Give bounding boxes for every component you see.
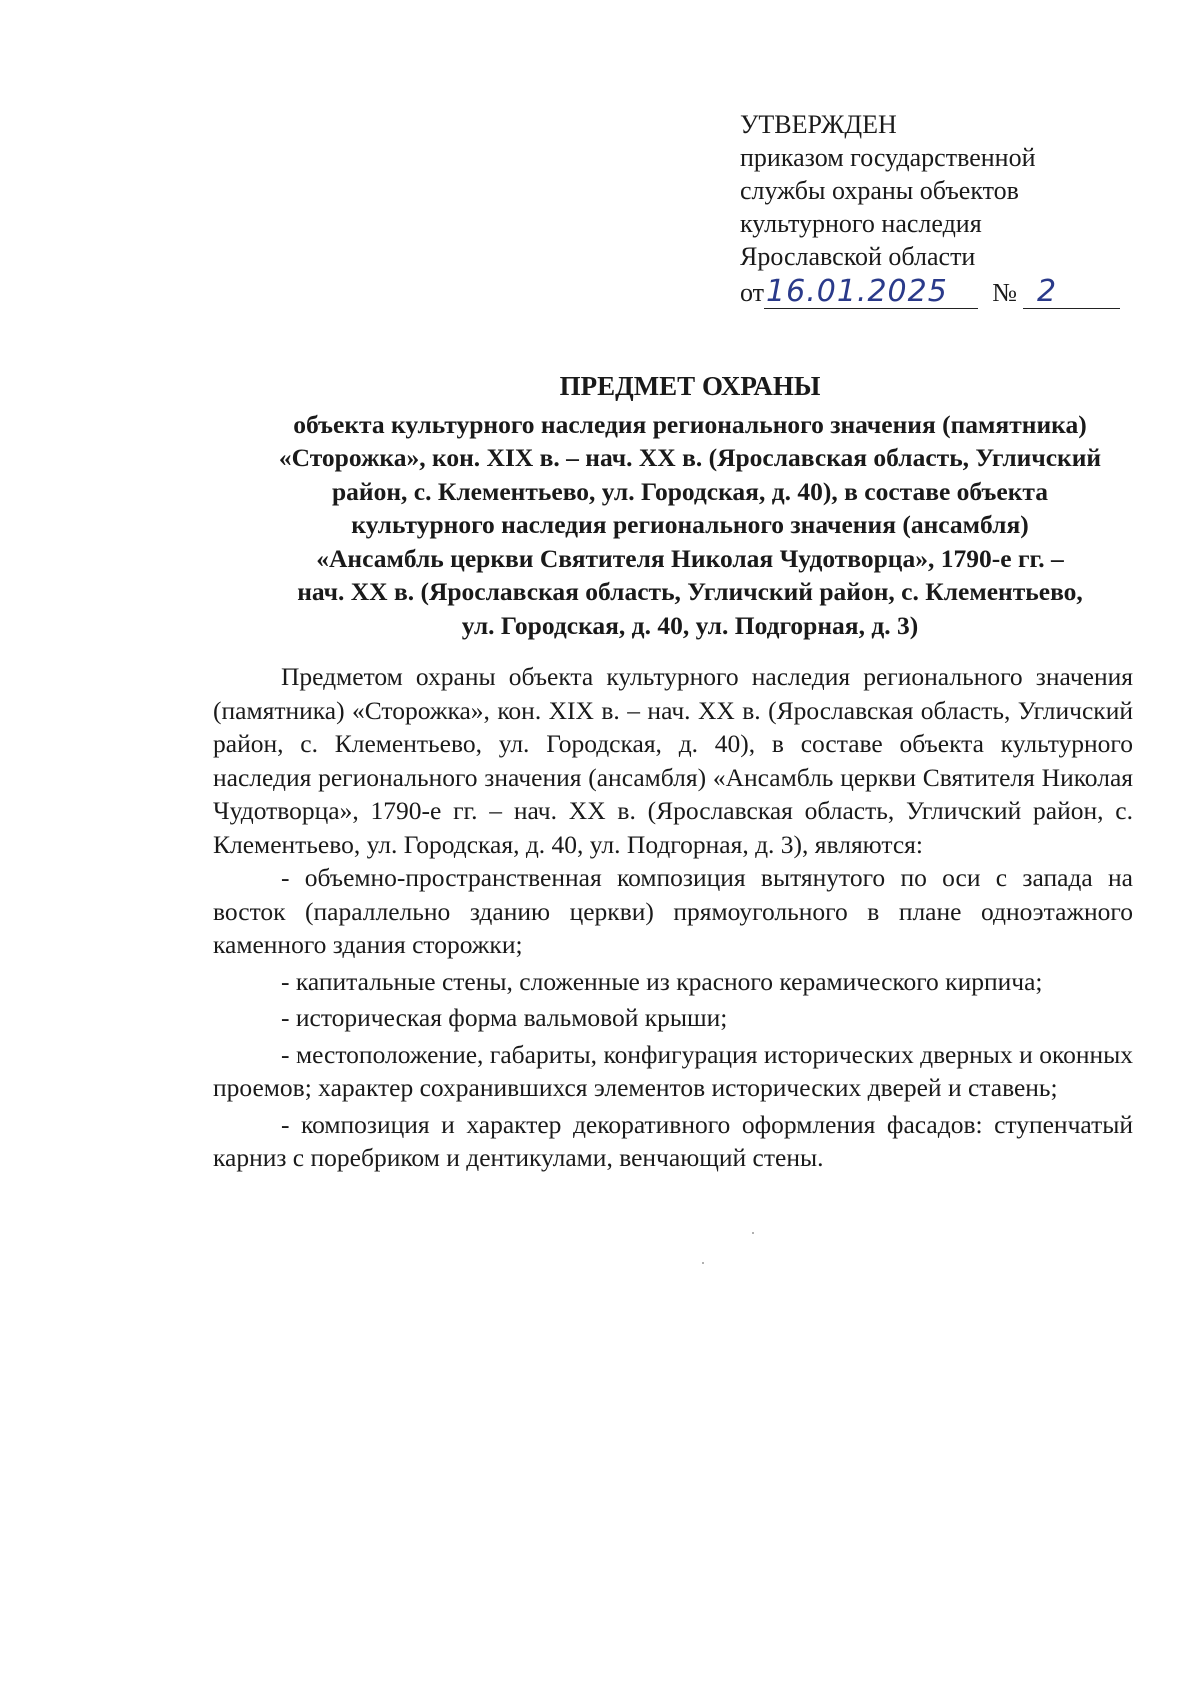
- document-body: [213, 660, 1133, 1175]
- date-prefix: от: [740, 278, 765, 307]
- approval-heading: УТВЕРЖДЕН: [740, 110, 897, 139]
- approval-line-4: Ярославской области: [740, 242, 976, 271]
- approval-date-number-line: [740, 273, 1120, 309]
- approval-line-3: культурного наследия: [740, 209, 982, 238]
- title-line: «Сторожка», кон. XIX в. – нач. XX в. (Ярославская область, Угличский: [278, 443, 1102, 472]
- number-sign: №: [992, 278, 1018, 307]
- list-item: - объемно-пространственная композиция вытянутого по оси с запада на восток (параллельно зданию церкви) прямоугольного в плане одноэтажного каменного здания сторожки;: [213, 863, 1133, 959]
- number-field: [1023, 274, 1120, 309]
- document-title-block: [200, 370, 1180, 642]
- approval-line-1: приказом государственной: [740, 143, 1036, 172]
- title-line: «Ансамбль церкви Святителя Николая Чудотворца», 1790-е гг. –: [316, 543, 1064, 573]
- date-field: [764, 274, 978, 309]
- handwritten-number: 2: [1037, 274, 1058, 309]
- intro-paragraph: Предметом охраны объекта культурного наследия регионального значения (памятника) «Сторожка», кон. XIX в. – нач. XX в. (Ярославская область, Угличский район, с. Клементьево, ул. Городская, д. 40), в составе объекта культурного наследия регионального значения (ансамбля) «Ансамбль церкви Святителя Николая Чудотворца», 1790-е гг. – нач. XX в. (Ярославская область, Угличский район, с. Клементьево, ул. Городская, д. 40, ул. Подгорная, д. 3), являются:: [213, 662, 1133, 859]
- approval-block: [740, 108, 1120, 309]
- title-line: культурного наследия регионального значения (ансамбля): [351, 510, 1029, 539]
- title-line: нач. XX в. (Ярославская область, Угличский район, с. Клементьево,: [297, 577, 1083, 606]
- document-title: ПРЕДМЕТ ОХРАНЫ: [559, 371, 821, 401]
- approval-line-2: службы охраны объектов: [740, 176, 1019, 205]
- list-item: - композиция и характер декоративного оформления фасадов: ступенчатый карниз с поребриком и дентикулами, венчающий стены.: [213, 1109, 1133, 1172]
- scan-speck: [752, 1232, 754, 1234]
- list-item: - местоположение, габариты, конфигурация исторических дверных и оконных проемов; характер сохранившихся элементов исторических дверей и ставень;: [213, 1039, 1133, 1102]
- title-line: район, с. Клементьево, ул. Городская, д. 40), в составе объекта: [331, 476, 1049, 506]
- title-line: объекта культурного наследия регионального значения (памятника): [293, 409, 1087, 439]
- scan-speck: [702, 1262, 704, 1264]
- title-line: ул. Городская, д. 40, ул. Подгорная, д. 3): [461, 610, 919, 640]
- handwritten-date: 16.01.2025: [766, 274, 948, 309]
- list-item: - капитальные стены, сложенные из красного керамического кирпича;: [281, 966, 1043, 996]
- list-item: - историческая форма вальмовой крыши;: [281, 1003, 728, 1032]
